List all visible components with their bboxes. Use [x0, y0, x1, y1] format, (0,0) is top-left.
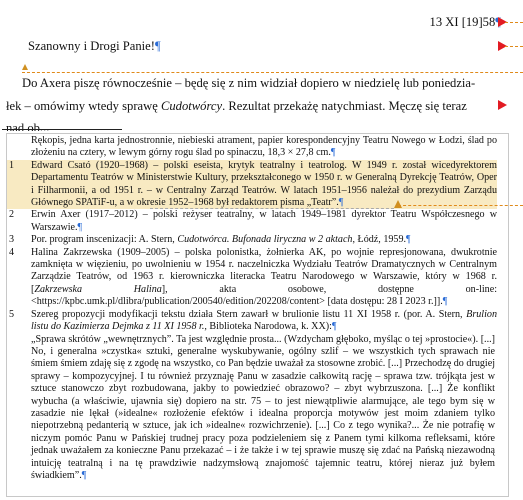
footnote-item-1[interactable]: 1 Edward Csató (1920–1968) – polski eseista, krytyk teatralny i teatrolog. W 1949 r. został wicedyrektorem Departamentu Teatrów w Ministerstwie Kultury, przekształconego w 1950 r. w Generalną Dyrekcję Teatrów, Oper i Filharmonii, a od 1951 r. – w Centralny Zarząd Teatrów. W latach 1951–1956 należał do prezydium Zarządu Głównego SPATiF-u, a w okresie 1952–1968 był redaktorem pisma „Teatr”.¶ [9, 159, 497, 209]
footnote-number: 4 [9, 246, 15, 258]
footnote-source: Rękopis, jedna karta jednostronnie, niebieski atrament, papier korespondencyjny Teatru Nowego w Łodzi, ślad po złożeniu na cztery, w lewym górny rogu ślad po spinaczu, 18,3 × 27,8 cm.¶ [7, 135, 497, 160]
margin-flag-icon[interactable] [498, 100, 507, 110]
footnote-number [7, 135, 31, 160]
letter-date: 13 XI [19]58¶ [429, 15, 501, 29]
footnote-item-3: 3 Por. program inscenizacji: A. Stern, Cudotwórca. Bufonada liryczna w 2 aktach, Łódź, 1959.¶ [9, 234, 411, 246]
footnote-text: Rękopis, jedna karta jednostronnie, niebieski atrament, papier korespondencyjny Teatru Nowego w Łodzi, ślad po złożeniu na cztery, w lewym górny rogu ślad po spinaczu, 18,3 × 27,8 cm. [31, 135, 497, 159]
letter-paragraph-line-3: nad ob... [6, 121, 50, 131]
comment-connector-line [398, 205, 523, 206]
footnote-separator [2, 129, 122, 130]
footnote-item-4: 4 Halina Zakrzewska (1909–2005) – polska polonistka, żołnierka AK, po wojnie represjonowana, dwukrotnie zamknięta w więzieniu, po uwolnieniu w 1954 r. naczelniczka Wydziału Teatrów Dramatycznych w Centralnym Zarządzie Teatrów, od 1963 r. kierowniczka literacka Teatru Narodowego w Warszawie, który w 1968 r. [Zakrzewska Halina], akta osobowe, dostępne on-line: <https://kpbc.umk.pl/dlibra/publication/200540/edition/202208/content> [data dostępu: 28 I 2023 r.]].¶ [9, 246, 497, 308]
letter-paragraph-line-2: łek – omówimy wtedy sprawę Cudotwórcy. Rezultat przekażę natychmiast. Męczę się teraz [6, 99, 467, 113]
footnote-number: 3 [9, 234, 15, 246]
comment-connector-line [22, 72, 523, 73]
footnote-quote: „Sprawa skrótów „wewnętrznych”. Ta jest względnie prosta... (Wzdycham głęboko, myśląc o tej »prostocie«). [...] No, i generalna »czystka« sztuki, generalne wyskubywanie, ogólny szlif – we wszystkich tych sprawach nie śmiem śmiem zdaję się z zgodę na wszystko, co Pan będzie uważał za stosowne zrobić. [...] Przechodzę do drugiej sprawy – kompozycyjnej. I tu również przyznaję Panu w zasadzie całkowitą rację – sprawa tzw. trójkąta jest w sztuce stanowczo zbyt rozbudowana, jakby to powiedzieć obrazowo? – zbyt wybrzuszona. [...] Że konflikt wybucha (a właściwie, ujawnia się) dopiero na str. 75 – to jest niewątpliwie alarmujące, ale tego bym się w zasadzie nie lękał (»idealne« rozłożenie efektów i idealna proporcja motywów jest moim zdaniem tylko niepotrzebną pedanterią w sztuce, jak ich »idealne« rozwichrzenie). [...] Co z tego wynika?... Że nie potrafię w niczym pomóc Panu w Pańskiej trudnej pracy poza podzieleniem się z Panem tymi kilkoma refleksami, które jednak uważałem za konieczne Panu przekazać – i że także i w tej sprawie muszę się zdać na Pańską niezawodną intuicję teatralną i na tę prawdziwie nadzymsłową znajomość tajemnic teatru, której nieraz już byłem świadkiem”.¶ [31, 333, 495, 481]
footnote-number: 1 [9, 159, 15, 171]
footnote-text: Erwin Axer (1917–2012) – polski reżyser teatralny, w latach 1949–1981 dyrektor Teatru Współczesnego w Warszawie. [31, 209, 497, 233]
comment-anchor-icon[interactable] [394, 200, 402, 208]
comment-connector-line [150, 208, 394, 209]
letter-paragraph-line-1: Do Axera piszę równocześnie – będę się z nim widział dopiero w niedzielę lub poniedzia- [22, 76, 476, 90]
footnote-list [7, 135, 497, 482]
footnote-number: 5 [9, 308, 15, 320]
footnote-item-2: 2 Erwin Axer (1917–2012) – polski reżyser teatralny, w latach 1949–1981 dyrektor Teatru Współczesnego w Warszawie.¶ [9, 209, 497, 233]
comment-anchor-icon[interactable] [22, 64, 28, 70]
comment-connector-line [505, 46, 523, 47]
footnote-item-5: 5 Szereg propozycji modyfikacji tekstu działa Stern zawarł w brulionie listu 11 XI 1958 r. (por. A. Stern, Brulion listu do Kazimierza Dejmka z 11 XI 1958 r., Biblioteka Narodowa, k. XX):¶ [9, 308, 497, 333]
footnotes-area[interactable] [6, 133, 509, 497]
salutation: Szanowny i Drogi Panie!¶ [28, 39, 161, 53]
footnote-number: 2 [9, 209, 15, 221]
footnote-text: Edward Csató (1920–1968) – polski eseista, krytyk teatralny i teatrolog. W 1949 r. został wicedyrektorem Departamentu Teatrów w Ministerstwie Kultury, przekształconego w 1950 r. w Generalną Dyrekcję Teatrów, Oper i Filharmonii, a od 1951 r. – w Centralny Zarząd Teatrów. W latach 1951–1956 należał do prezydium Zarządu Głównego SPATiF-u, a w okresie 1952–1968 był redaktorem pisma „Teatr”. [31, 159, 497, 209]
comment-connector-line [505, 22, 523, 23]
